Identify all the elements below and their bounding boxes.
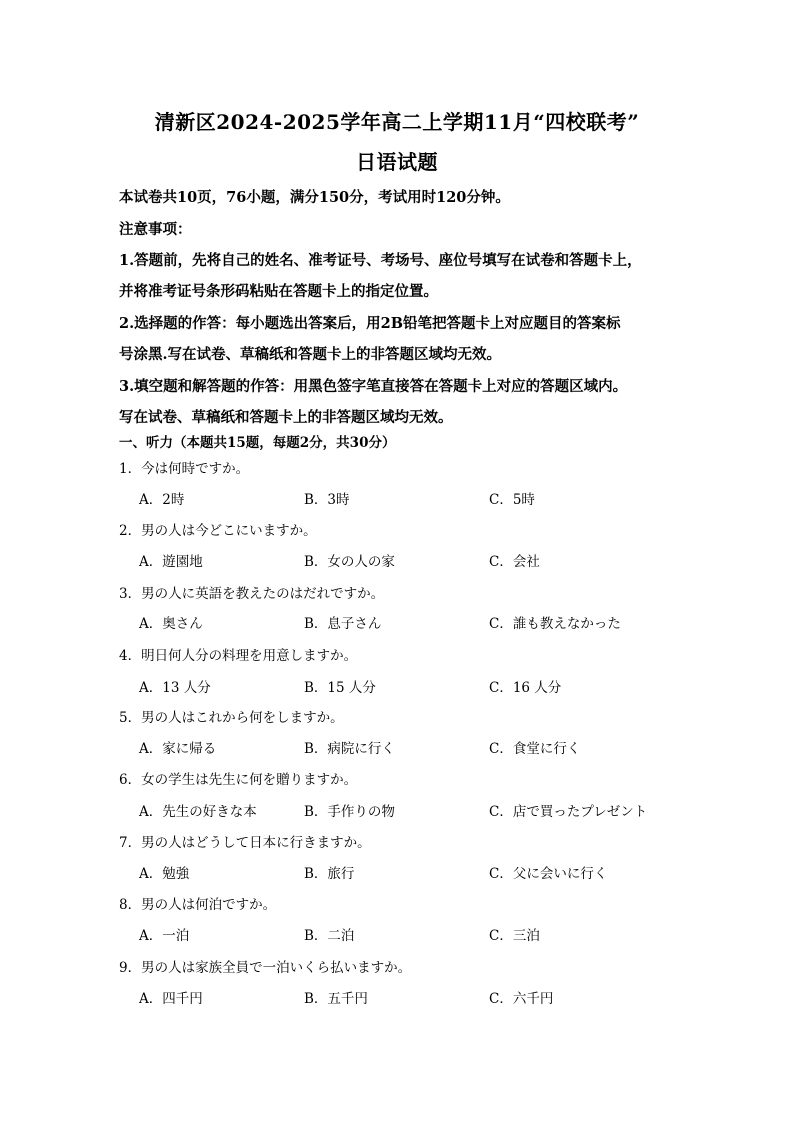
question-text: 4．明日何人分の料理を用意しますか。 [119,648,358,664]
option-a: A．奥さん [139,616,203,632]
option-c: C．誰も教えなかった [489,616,621,632]
option-a: A．家に帰る [139,741,217,757]
option-b: B．二泊 [304,928,355,944]
option-c: C．六千円 [489,991,554,1007]
notes-line: 写在试卷、草稿纸和答题卡上的非答题区域均无效。 [119,409,453,426]
option-c: C．会社 [489,554,540,570]
option-b: B．15 人分 [304,680,376,696]
option-a: A．2時 [139,492,185,508]
option-c: C．父に会いに行く [489,866,608,882]
option-a: A．四千円 [139,991,203,1007]
option-a: A．勉強 [139,866,190,882]
option-c: C．三泊 [489,928,540,944]
question-text: 5．男の人はこれから何をしますか。 [119,710,344,726]
exam-intro: 本试卷共10页，76小题，满分150分，考试用时120分钟。 [119,189,510,206]
section-heading: 一、听力（本题共15题，每题2分，共30分） [119,435,396,451]
option-b: B．3時 [304,492,350,508]
exam-subtitle: 日语试题 [356,150,438,174]
option-b: B．手作りの物 [304,804,395,820]
question-text: 9．男の人は家族全員で一泊いくら払いますか。 [119,960,412,976]
notes-heading: 注意事项： [119,221,192,238]
question-text: 8．男の人は何泊ですか。 [119,897,277,913]
exam-title: 清新区2024-2025学年高二上学期11月“四校联考” [154,110,640,134]
question-text: 1．今は何時ですか。 [119,461,250,477]
notes-line: 1.答题前，先将自己的姓名、准考证号、考场号、座位号填写在试卷和答题卡上， [119,252,642,269]
question-text: 2．男の人は今どこにいますか。 [119,523,317,539]
notes-line: 3.填空题和解答题的作答：用黑色签字笔直接答在答题卡上对应的答题区域内。 [119,378,628,395]
option-b: B．五千円 [304,991,368,1007]
option-b: B．息子さん [304,616,382,632]
question-text: 3．男の人に英語を教えたのはだれですか。 [119,586,385,602]
option-b: B．女の人の家 [304,554,395,570]
question-text: 6．女の学生は先生に何を贈りますか。 [119,772,358,788]
option-c: C．店で買ったプレゼント [489,804,648,820]
option-a: A．遊園地 [139,554,203,570]
notes-line: 并将准考证号条形码粘贴在答题卡上的指定位置。 [119,283,438,300]
option-a: A．13 人分 [139,680,211,696]
notes-line: 号涂黑.写在试卷、草稿纸和答题卡上的非答题区域均无效。 [119,346,502,363]
option-c: C．食堂に行く [489,741,581,757]
option-c: C．5時 [489,492,535,508]
question-text: 7．男の人はどうして日本に行きますか。 [119,835,371,851]
option-c: C．16 人分 [489,680,562,696]
option-b: B．旅行 [304,866,355,882]
notes-line: 2.选择题的作答：每小题选出答案后，用2B铅笔把答题卡上对应题目的答案标 [119,315,621,332]
option-a: A．先生の好きな本 [139,804,257,820]
option-a: A．一泊 [139,928,190,944]
option-b: B．病院に行く [304,741,395,757]
